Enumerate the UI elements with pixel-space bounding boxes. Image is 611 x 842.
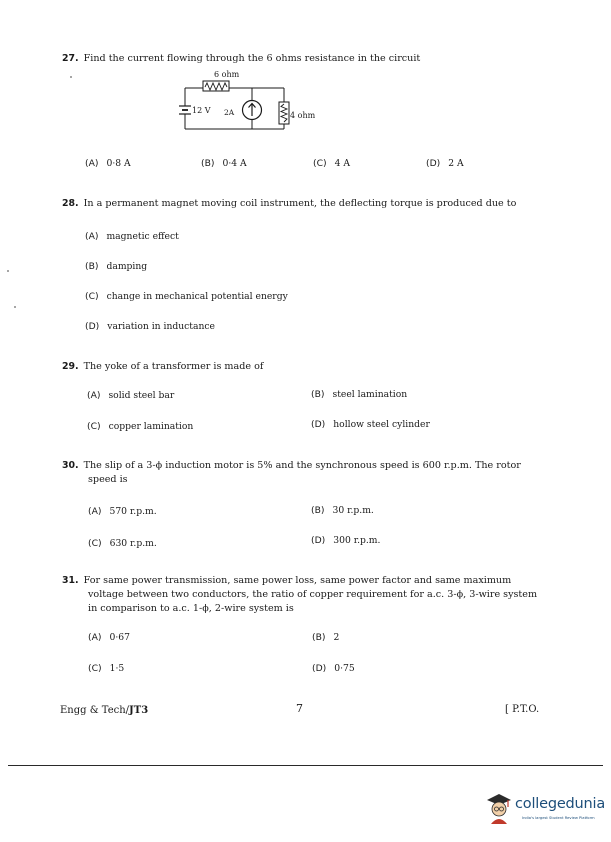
option-a: (A) 570 r.p.m. bbox=[88, 506, 157, 517]
option-d: (D) 0·75 bbox=[312, 663, 355, 674]
question-number: 31. bbox=[62, 575, 79, 586]
circuit-diagram bbox=[176, 68, 328, 134]
scan-speck bbox=[14, 306, 16, 308]
option-a: (A) 0·8 A bbox=[85, 158, 131, 169]
top-resistor-zigzag bbox=[205, 83, 227, 90]
option-a: (A) solid steel bar bbox=[87, 390, 175, 401]
question-27 bbox=[62, 53, 420, 64]
brand-name: collegedunia bbox=[515, 796, 606, 812]
question-31-line3: in comparison to a.c. 1-ϕ, 2-wire system is bbox=[88, 603, 294, 614]
option-b: (B) 30 r.p.m. bbox=[311, 505, 374, 516]
option-a: (A) magnetic effect bbox=[85, 231, 179, 242]
current-source-label: 2A bbox=[224, 108, 235, 117]
question-30 bbox=[62, 460, 521, 471]
option-d: (D) hollow steel cylinder bbox=[311, 419, 430, 430]
question-29 bbox=[62, 361, 263, 372]
option-d: (D) 300 r.p.m. bbox=[311, 535, 381, 546]
question-31-line2: voltage between two conductors, the ratio of copper requirement for a.c. 3-ϕ, 3-wire system bbox=[88, 589, 538, 600]
question-number: 29. bbox=[62, 361, 79, 372]
question-text-line1: For same power transmission, same power loss, same power factor and same maximum bbox=[83, 575, 512, 586]
question-text: In a permanent magnet moving coil instrument, the deflecting torque is produced due to bbox=[83, 198, 517, 209]
question-text-line1: The slip of a 3-ϕ induction motor is 5% and the synchronous speed is 600 r.p.m. The rotor bbox=[83, 460, 521, 471]
option-c: (C) change in mechanical potential energy bbox=[85, 291, 288, 302]
right-resistor-zigzag bbox=[281, 104, 287, 122]
option-c: (C) copper lamination bbox=[87, 421, 194, 432]
graduate-mascot-icon bbox=[484, 791, 514, 825]
option-b: (B) 2 bbox=[312, 632, 340, 643]
option-a: (A) 0·67 bbox=[88, 632, 130, 643]
right-resistor-label: 4 ohm bbox=[290, 111, 316, 120]
top-resistor-label: 6 ohm bbox=[214, 70, 240, 79]
option-b: (B) damping bbox=[85, 261, 148, 272]
watermark-logo bbox=[484, 790, 604, 830]
option-b: (B) 0·4 A bbox=[201, 158, 247, 169]
option-d: (D) variation in inductance bbox=[85, 321, 215, 332]
brand-tagline: India's largest Student Review Platform bbox=[522, 816, 595, 820]
option-c: (C) 1·5 bbox=[88, 663, 125, 674]
question-number: 30. bbox=[62, 460, 79, 471]
question-text: Find the current flowing through the 6 ohms resistance in the circuit bbox=[83, 53, 421, 64]
option-d: (D) 2 A bbox=[426, 158, 464, 169]
battery-label: 12 V bbox=[192, 106, 211, 115]
option-c: (C) 630 r.p.m. bbox=[88, 538, 157, 549]
question-number: 28. bbox=[62, 198, 79, 209]
question-31 bbox=[62, 575, 511, 586]
page-number: 7 bbox=[296, 702, 303, 715]
question-30-line2: speed is bbox=[88, 474, 128, 485]
question-text: The yoke of a transformer is made of bbox=[83, 361, 264, 372]
footer-rule bbox=[8, 765, 603, 766]
option-b: (B) steel lamination bbox=[311, 389, 408, 400]
option-c: (C) 4 A bbox=[313, 158, 350, 169]
exam-code: Engg & Tech/JT3 bbox=[60, 705, 149, 716]
scan-speck bbox=[7, 270, 9, 272]
question-number: 27. bbox=[62, 53, 79, 64]
pto-marker: [ P.T.O. bbox=[505, 704, 540, 715]
scan-speck bbox=[70, 76, 72, 78]
question-28 bbox=[62, 198, 516, 209]
